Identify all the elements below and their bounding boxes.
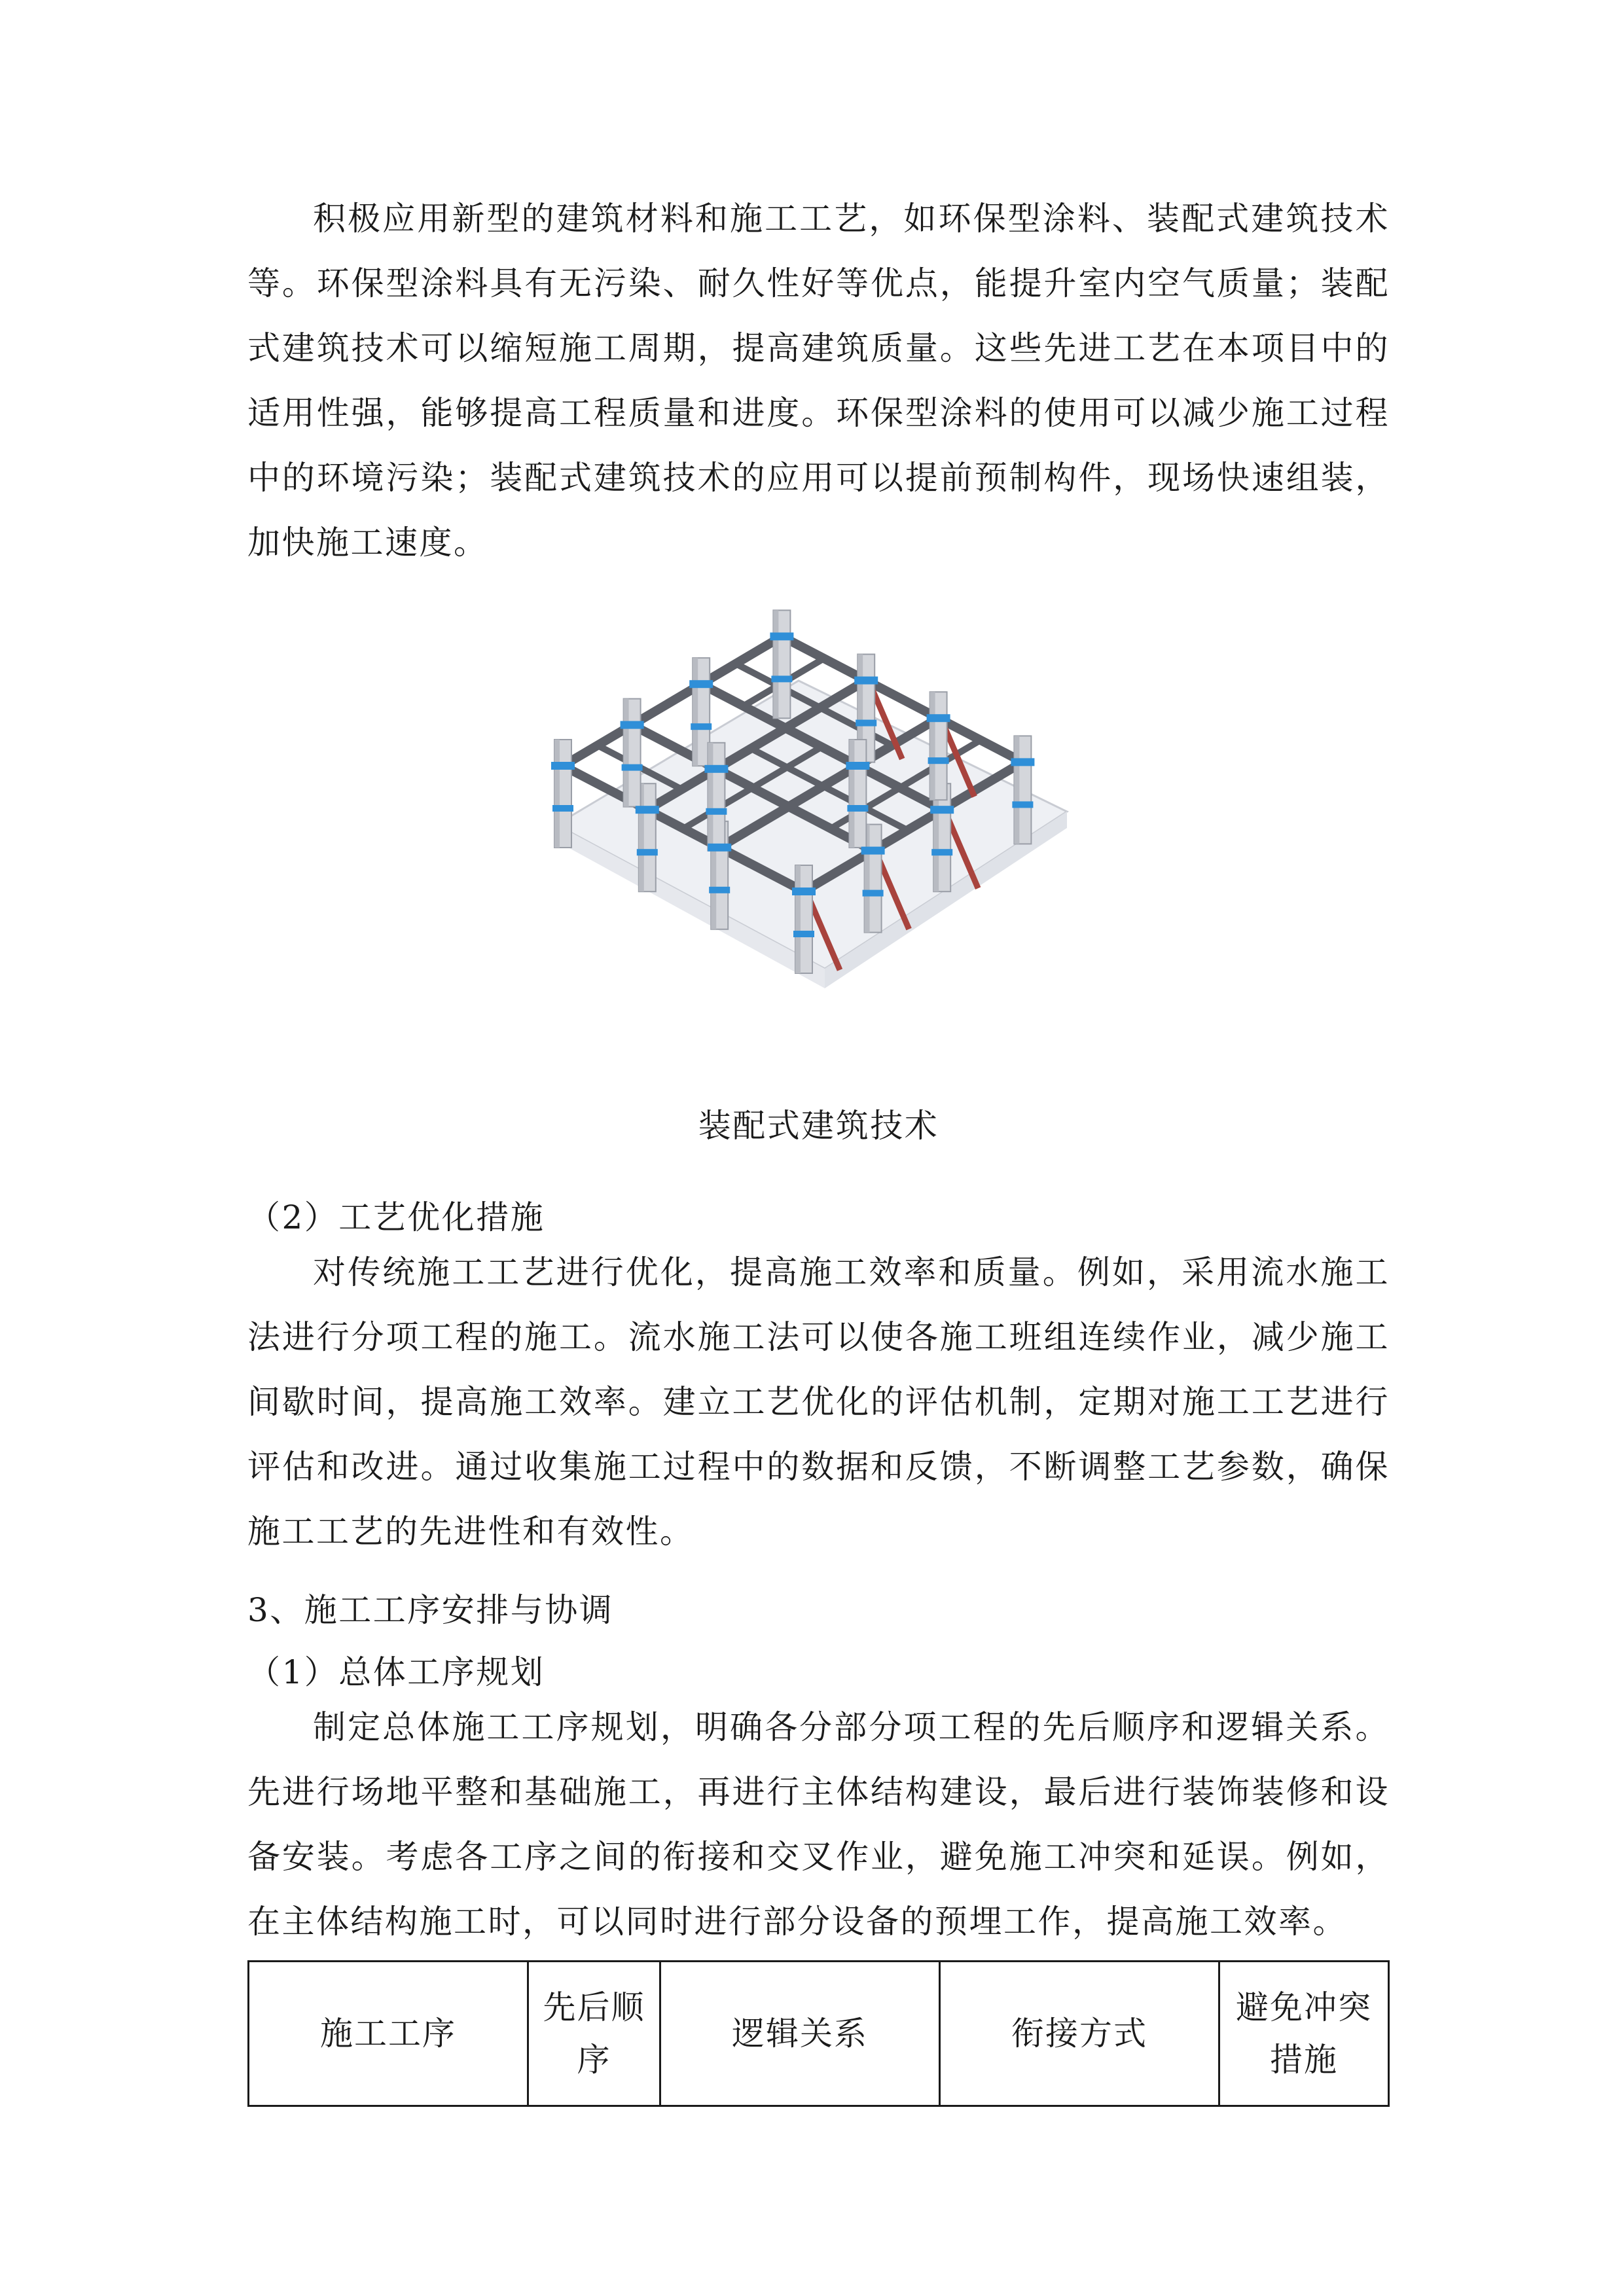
- blue-connector: [856, 720, 876, 726]
- prefab-frame-illustration: [550, 602, 1074, 1090]
- column-shade: [708, 743, 713, 851]
- table-header-cell: 避免冲突措施: [1219, 1962, 1389, 2106]
- process-table: [247, 1960, 1390, 2107]
- blue-connector: [622, 764, 643, 771]
- blue-connector: [709, 887, 730, 893]
- blue-connector: [792, 888, 816, 895]
- blue-connector: [930, 806, 954, 814]
- blue-connector: [708, 844, 731, 852]
- figure-caption: 装配式建筑技术: [698, 1107, 939, 1145]
- section-2-heading: （2）工艺优化措施: [247, 1198, 545, 1236]
- column-shade: [693, 658, 698, 766]
- blue-connector: [863, 890, 884, 897]
- prefab-building-figure: [550, 602, 1074, 1090]
- section-2-paragraph: 对传统施工工艺进行优化，提高施工效率和质量。例如，采用流水施工法进行分项工程的施工。流水施工法可以使各施工班组连续作业，减少施工间歇时间，提高施工效率。建立工艺优化的评估机制，定期对施工工艺进行评估和改进。通过收集施工过程中的数据和反馈，不断调整工艺参数，确保施工工艺的先进性和有效性。: [247, 1253, 1390, 1551]
- intro-paragraph: 积极应用新型的建筑材料和施工工艺，如环保型涂料、装配式建筑技术等。环保型涂料具有无污染、耐久性好等优点，能提升室内空气质量；装配式建筑技术可以缩短施工周期，提高建筑质量。这些先进工艺在本项目中的适用性强，能够提高工程质量和进度。环保型涂料的使用可以减少施工过程中的环境污染；装配式建筑技术的应用可以提前预制构件，现场快速组装，加快施工速度。: [247, 200, 1390, 562]
- blue-connector: [928, 757, 949, 764]
- blue-connector: [1011, 758, 1034, 766]
- blue-connector: [636, 806, 659, 814]
- table-header-row: [249, 1962, 1389, 2106]
- table-header-cell: 施工工序: [249, 1962, 528, 2106]
- blue-connector: [927, 714, 950, 722]
- column-shade: [773, 610, 778, 718]
- column-shade: [849, 740, 854, 848]
- blue-connector: [931, 849, 952, 855]
- blue-connector: [691, 723, 712, 730]
- section-3-subheading: （1）总体工序规划: [247, 1653, 545, 1691]
- column-shade: [554, 740, 560, 848]
- column-shade: [1014, 736, 1019, 844]
- table-header-cell: 逻辑关系: [660, 1962, 940, 2106]
- table-header-cell: 衔接方式: [940, 1962, 1219, 2106]
- blue-connector: [637, 849, 658, 855]
- section-3-paragraph: 制定总体施工工序规划，明确各分部分项工程的先后顺序和逻辑关系。先进行场地平整和基础施工，再进行主体结构建设，最后进行装饰装修和设备安装。考虑各工序之间的衔接和交叉作业，避免施工冲突和延误。例如，在主体结构施工时，可以同时进行部分设备的预埋工作，提高施工效率。: [247, 1708, 1390, 1941]
- blue-connector: [770, 632, 793, 640]
- blue-connector: [621, 721, 644, 729]
- blue-connector: [861, 847, 885, 855]
- blue-connector: [689, 680, 713, 688]
- column-shade: [795, 865, 801, 973]
- blue-connector: [846, 762, 869, 770]
- blue-connector: [854, 677, 878, 685]
- blue-connector: [706, 808, 727, 815]
- blue-connector: [551, 762, 575, 770]
- table-header-cell: 先后顺序: [528, 1962, 660, 2106]
- blue-connector: [1012, 801, 1033, 808]
- blue-connector: [793, 931, 814, 937]
- column-shade: [930, 692, 935, 800]
- blue-connector: [552, 805, 573, 812]
- blue-connector: [771, 675, 792, 682]
- blue-connector: [704, 765, 728, 773]
- column-shade: [624, 699, 629, 807]
- section-3-heading: 3、施工工序安排与协调: [247, 1591, 614, 1629]
- blue-connector: [847, 805, 868, 812]
